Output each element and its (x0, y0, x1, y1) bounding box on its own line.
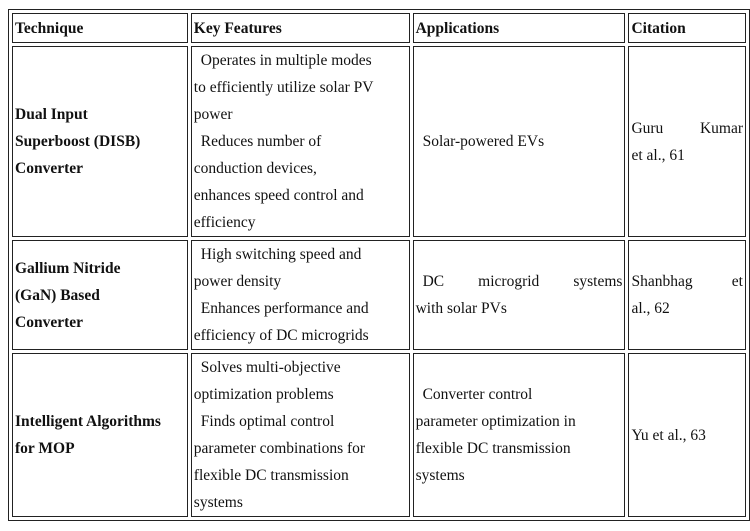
application-cell (413, 353, 626, 517)
technique-line: (GaN) Based (15, 286, 100, 304)
header-key-features: Key Features (191, 13, 410, 43)
technique-line: Converter (15, 313, 83, 331)
features-cell (191, 46, 410, 237)
citation-cell (628, 240, 746, 350)
feature-line: parameter combinations for (193, 440, 366, 457)
feature-line: to efficiently utilize solar PV (193, 79, 374, 96)
application-line: with solar PVs (415, 300, 507, 317)
application-line: DC microgrid systems (422, 273, 623, 290)
feature-line: efficiency of DC microgrids (193, 327, 369, 344)
technique-line: Dual Input (15, 106, 88, 123)
feature-line: High switching speed and (200, 246, 362, 263)
application-line: Converter control (422, 386, 533, 403)
table-row (12, 240, 746, 350)
citation-line: Guru Kumar (631, 119, 743, 137)
feature-line: power density (193, 273, 282, 290)
citation-line: al., 62 (631, 300, 670, 317)
features-cell (191, 240, 410, 350)
header-applications: Applications (413, 13, 626, 43)
citation-cell (628, 353, 746, 517)
feature-line: efficiency (193, 214, 256, 231)
application-line: parameter optimization in (415, 413, 576, 430)
feature-line: optimization problems (193, 386, 334, 403)
technique-line: Superboost (DISB) (15, 133, 141, 150)
technique-line: Converter (15, 160, 83, 177)
feature-line: flexible DC transmission (193, 467, 349, 484)
feature-line: Finds optimal control (200, 413, 335, 430)
application-line: Solar-powered EVs (422, 133, 545, 150)
feature-line: Solves multi-objective (200, 359, 341, 376)
technique-line: Gallium Nitride (15, 259, 121, 277)
feature-line: Operates in multiple modes (200, 52, 372, 69)
technique-cell (12, 46, 188, 237)
table-row (12, 353, 746, 517)
header-row (12, 13, 746, 43)
table-container (8, 9, 750, 521)
features-cell (191, 353, 410, 517)
application-line: systems (415, 467, 465, 484)
application-line: flexible DC transmission (415, 440, 571, 457)
technique-line: Intelligent Algorithms (15, 413, 161, 430)
header-technique: Technique (12, 13, 188, 43)
technique-cell (12, 240, 188, 350)
application-cell (413, 240, 626, 350)
comparison-table (8, 9, 750, 521)
feature-line: Enhances performance and (200, 300, 369, 317)
application-cell (413, 46, 626, 237)
citation-cell (628, 46, 746, 237)
citation-line: Shanbhag et (631, 273, 743, 290)
table-row (12, 46, 746, 237)
feature-line: conduction devices, (193, 160, 317, 177)
feature-line: power (193, 106, 233, 123)
header-citation: Citation (628, 13, 746, 43)
feature-line: systems (193, 494, 243, 511)
feature-line: enhances speed control and (193, 187, 364, 204)
technique-line: for MOP (15, 440, 75, 457)
feature-line: Reduces number of (200, 133, 322, 150)
citation-line: Yu et al., 63 (631, 426, 706, 444)
technique-cell (12, 353, 188, 517)
citation-line: et al., 61 (631, 146, 685, 164)
